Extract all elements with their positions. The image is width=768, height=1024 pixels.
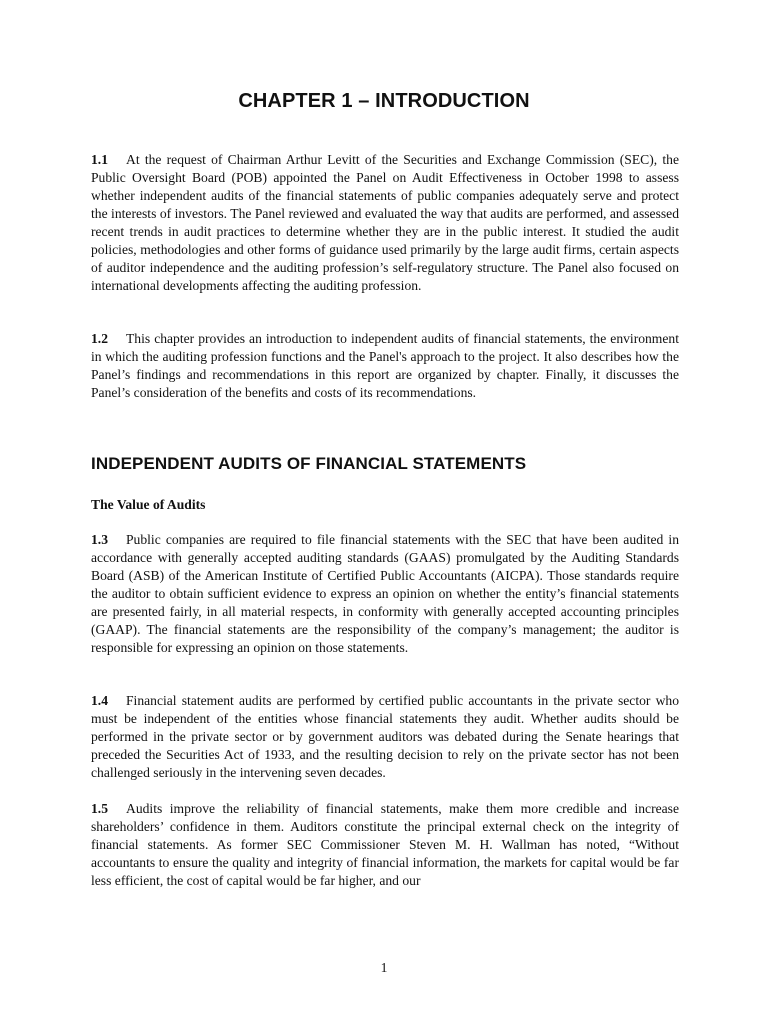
paragraph-1-5 (91, 800, 679, 890)
paragraph-number: 1.5 (91, 801, 108, 816)
paragraph-1-2 (91, 330, 679, 402)
section-heading: INDEPENDENT AUDITS OF FINANCIAL STATEMENTS (91, 454, 527, 473)
paragraph-number: 1.3 (91, 532, 108, 547)
paragraph-1-1 (91, 151, 679, 295)
paragraph-number: 1.2 (91, 331, 108, 346)
paragraph-text: Audits improve the reliability of financial statements, make them more credible and increase shareholders’ confidence in them. Auditors constitute the principal external check on the integrity of financial statements. As former SEC Commissioner Steven M. H. Wallman has noted, “Without accountants to ensure the quality and integrity of financial information, the markets for capital would be far less efficient, the cost of capital would be far higher, and our (91, 801, 679, 888)
paragraph-number: 1.4 (91, 693, 108, 708)
sub-heading: The Value of Audits (91, 497, 206, 512)
paragraph-number: 1.1 (91, 152, 108, 167)
page-number: 1 (380, 960, 388, 975)
paragraph-text: At the request of Chairman Arthur Levitt of the Securities and Exchange Commission (SEC), the Public Oversight Board (POB) appointed the Panel on Audit Effectiveness in October 1998 to assess whether independent audits of the financial statements of public companies adequately serve and protect the interests of investors. The Panel reviewed and evaluated the way that audits are performed, and assessed recent trends in audit practices to determine whether they are in the public interest. It studied the audit policies, methodologies and other forms of guidance used primarily by the large audit firms, certain aspects of auditor independence and the auditing profession’s self-regulatory structure. The Panel also focused on international developments affecting the auditing profession. (91, 152, 679, 293)
paragraph-1-4 (91, 692, 679, 782)
paragraph-text: This chapter provides an introduction to independent audits of financial statements, the environment in which the auditing profession functions and the Panel's approach to the project. It also describes how the Panel’s findings and recommendations in this report are organized by chapter. Finally, it discusses the Panel’s consideration of the benefits and costs of its recommendations. (91, 331, 679, 400)
chapter-title: CHAPTER 1 – INTRODUCTION (238, 90, 530, 112)
paragraph-text: Financial statement audits are performed by certified public accountants in the private sector who must be independent of the entities whose financial statements they audit. Whether audits should be performed in the private sector or by government auditors was debated during the Senate hearings that preceded the Securities Act of 1933, and the resulting decision to rely on the private sector has not been challenged seriously in the intervening seven decades. (91, 693, 679, 780)
paragraph-text: Public companies are required to file financial statements with the SEC that have been audited in accordance with generally accepted auditing standards (GAAS) promulgated by the Auditing Standards Board (ASB) of the American Institute of Certified Public Accountants (AICPA). Those standards require the auditor to obtain sufficient evidence to express an opinion on whether the entity’s financial statements are presented fairly, in all material respects, in conformity with generally accepted accounting principles (GAAP). The financial statements are the responsibility of the company’s management; the auditor is responsible for expressing an opinion on those statements. (91, 532, 679, 655)
paragraph-1-3 (91, 531, 679, 657)
